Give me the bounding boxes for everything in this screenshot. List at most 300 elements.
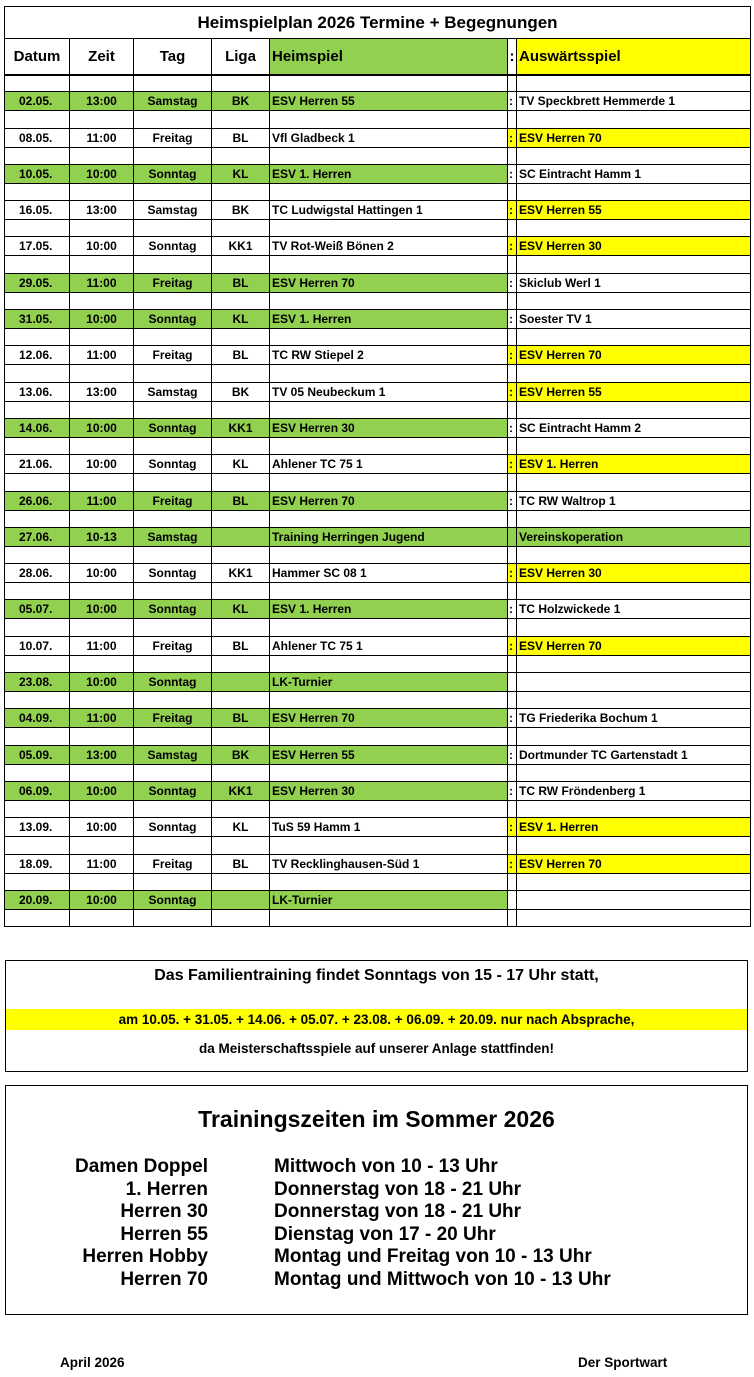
row-league: BL bbox=[212, 491, 270, 510]
spacer-row bbox=[5, 583, 751, 600]
header-tag: Tag bbox=[134, 39, 212, 75]
header-colon: : bbox=[508, 39, 517, 75]
row-home: TC RW Stiepel 2 bbox=[270, 346, 508, 365]
header-liga: Liga bbox=[212, 39, 270, 75]
training-title: Trainingszeiten im Sommer 2026 bbox=[198, 1106, 555, 1132]
row-time: 10:00 bbox=[70, 164, 134, 183]
row-home: Training Herringen Jugend bbox=[270, 527, 508, 546]
spacer-cell bbox=[134, 909, 212, 926]
training-time: Donnerstag von 18 - 21 Uhr bbox=[274, 1201, 522, 1223]
spacer-cell bbox=[134, 220, 212, 237]
spacer-cell bbox=[134, 256, 212, 273]
table-row bbox=[5, 491, 751, 510]
spacer-row bbox=[5, 728, 751, 745]
row-away: ESV Herren 55 bbox=[517, 382, 751, 401]
spacer-cell bbox=[134, 546, 212, 563]
row-league: BL bbox=[212, 346, 270, 365]
spacer-cell bbox=[517, 75, 751, 92]
row-away: ESV Herren 55 bbox=[517, 201, 751, 220]
spacer-cell bbox=[134, 692, 212, 709]
spacer-cell bbox=[270, 183, 508, 200]
row-date: 28.06. bbox=[5, 564, 70, 583]
spacer-cell bbox=[70, 546, 134, 563]
spacer-cell bbox=[5, 401, 70, 418]
spacer-cell bbox=[212, 474, 270, 491]
row-colon bbox=[508, 890, 517, 909]
row-away: TC Holzwickede 1 bbox=[517, 600, 751, 619]
spacer-cell bbox=[517, 437, 751, 454]
spacer-cell bbox=[517, 909, 751, 926]
schedule-table bbox=[4, 6, 751, 927]
header-auswaertsspiel: Auswärtsspiel bbox=[517, 39, 751, 75]
spacer-row bbox=[5, 800, 751, 817]
row-away bbox=[517, 890, 751, 909]
table-row bbox=[5, 418, 751, 437]
spacer-cell bbox=[5, 474, 70, 491]
training-time: Donnerstag von 18 - 21 Uhr bbox=[274, 1178, 522, 1200]
row-colon: : bbox=[508, 491, 517, 510]
spacer-cell bbox=[5, 728, 70, 745]
spacer-cell bbox=[270, 220, 508, 237]
spacer-cell bbox=[70, 256, 134, 273]
row-time: 10:00 bbox=[70, 673, 134, 692]
table-row bbox=[5, 709, 751, 728]
spacer-cell bbox=[270, 147, 508, 164]
row-date: 02.05. bbox=[5, 92, 70, 111]
row-date: 17.05. bbox=[5, 237, 70, 256]
row-time: 11:00 bbox=[70, 273, 134, 292]
spacer-cell bbox=[5, 655, 70, 672]
spacer-cell bbox=[5, 75, 70, 92]
spacer-cell bbox=[508, 909, 517, 926]
spacer-cell bbox=[517, 256, 751, 273]
spacer-cell bbox=[70, 692, 134, 709]
row-away: ESV Herren 70 bbox=[517, 636, 751, 655]
row-date: 16.05. bbox=[5, 201, 70, 220]
row-league: KL bbox=[212, 818, 270, 837]
row-date: 05.07. bbox=[5, 600, 70, 619]
spacer-cell bbox=[270, 256, 508, 273]
spacer-cell bbox=[5, 692, 70, 709]
spacer-cell bbox=[508, 510, 517, 527]
row-home: TV Rot-Weiß Bönen 2 bbox=[270, 237, 508, 256]
spacer-cell bbox=[212, 437, 270, 454]
row-league: KK1 bbox=[212, 564, 270, 583]
row-time: 11:00 bbox=[70, 491, 134, 510]
row-colon: : bbox=[508, 92, 517, 111]
spacer-cell bbox=[5, 837, 70, 854]
row-home: ESV 1. Herren bbox=[270, 310, 508, 329]
row-league: BL bbox=[212, 636, 270, 655]
row-away: ESV Herren 30 bbox=[517, 564, 751, 583]
spacer-cell bbox=[70, 75, 134, 92]
spacer-cell bbox=[270, 583, 508, 600]
row-away: TG Friederika Bochum 1 bbox=[517, 709, 751, 728]
row-home: ESV Herren 70 bbox=[270, 709, 508, 728]
table-row bbox=[5, 382, 751, 401]
spacer-cell bbox=[517, 292, 751, 309]
spacer-cell bbox=[508, 655, 517, 672]
spacer-cell bbox=[5, 365, 70, 382]
row-league: BL bbox=[212, 128, 270, 147]
row-day: Sonntag bbox=[134, 673, 212, 692]
row-colon: : bbox=[508, 128, 517, 147]
table-row bbox=[5, 527, 751, 546]
spacer-cell bbox=[212, 365, 270, 382]
row-away: Soester TV 1 bbox=[517, 310, 751, 329]
row-day: Freitag bbox=[134, 128, 212, 147]
spacer-cell bbox=[134, 764, 212, 781]
table-row bbox=[5, 237, 751, 256]
spacer-cell bbox=[212, 111, 270, 128]
row-time: 13:00 bbox=[70, 92, 134, 111]
spacer-cell bbox=[517, 583, 751, 600]
spacer-row bbox=[5, 437, 751, 454]
row-colon: : bbox=[508, 636, 517, 655]
row-time: 13:00 bbox=[70, 382, 134, 401]
row-league bbox=[212, 673, 270, 692]
row-date: 23.08. bbox=[5, 673, 70, 692]
spacer-row bbox=[5, 365, 751, 382]
row-date: 05.09. bbox=[5, 745, 70, 764]
table-row bbox=[5, 92, 751, 111]
page-title: Heimspielplan 2026 Termine + Begegnungen bbox=[5, 7, 751, 39]
row-colon bbox=[508, 673, 517, 692]
table-row bbox=[5, 818, 751, 837]
row-day: Samstag bbox=[134, 92, 212, 111]
spacer-cell bbox=[517, 728, 751, 745]
header-datum: Datum bbox=[5, 39, 70, 75]
row-colon: : bbox=[508, 164, 517, 183]
spacer-cell bbox=[70, 183, 134, 200]
row-home: ESV 1. Herren bbox=[270, 600, 508, 619]
row-away: ESV Herren 70 bbox=[517, 854, 751, 873]
table-row bbox=[5, 781, 751, 800]
row-day: Freitag bbox=[134, 709, 212, 728]
table-row bbox=[5, 636, 751, 655]
spacer-cell bbox=[5, 909, 70, 926]
row-home: Hammer SC 08 1 bbox=[270, 564, 508, 583]
spacer-cell bbox=[5, 292, 70, 309]
spacer-row bbox=[5, 873, 751, 890]
training-time: Mittwoch von 10 - 13 Uhr bbox=[274, 1156, 498, 1177]
spacer-row bbox=[5, 764, 751, 781]
spacer-cell bbox=[212, 909, 270, 926]
spacer-cell bbox=[270, 437, 508, 454]
spacer-cell bbox=[517, 800, 751, 817]
row-league: KK1 bbox=[212, 418, 270, 437]
row-home: ESV Herren 30 bbox=[270, 418, 508, 437]
spacer-cell bbox=[508, 692, 517, 709]
spacer-cell bbox=[508, 837, 517, 854]
row-time: 11:00 bbox=[70, 346, 134, 365]
row-day: Freitag bbox=[134, 273, 212, 292]
spacer-cell bbox=[212, 764, 270, 781]
training-team: Herren Hobby bbox=[82, 1246, 208, 1268]
row-day: Sonntag bbox=[134, 310, 212, 329]
row-away: SC Eintracht Hamm 1 bbox=[517, 164, 751, 183]
spacer-cell bbox=[70, 292, 134, 309]
row-date: 04.09. bbox=[5, 709, 70, 728]
table-row bbox=[5, 890, 751, 909]
row-colon: : bbox=[508, 455, 517, 474]
row-time: 10-13 bbox=[70, 527, 134, 546]
row-home: Ahlener TC 75 1 bbox=[270, 455, 508, 474]
spacer-cell bbox=[70, 401, 134, 418]
spacer-cell bbox=[5, 183, 70, 200]
row-league: BK bbox=[212, 745, 270, 764]
spacer-cell bbox=[517, 510, 751, 527]
row-time: 11:00 bbox=[70, 854, 134, 873]
table-row bbox=[5, 854, 751, 873]
spacer-cell bbox=[508, 220, 517, 237]
row-time: 11:00 bbox=[70, 636, 134, 655]
row-league: BL bbox=[212, 854, 270, 873]
row-home: Ahlener TC 75 1 bbox=[270, 636, 508, 655]
spacer-row bbox=[5, 220, 751, 237]
row-time: 11:00 bbox=[70, 709, 134, 728]
row-colon: : bbox=[508, 709, 517, 728]
spacer-cell bbox=[134, 292, 212, 309]
spacer-cell bbox=[70, 220, 134, 237]
training-time: Montag und Mittwoch von 10 - 13 Uhr bbox=[274, 1269, 611, 1290]
training-times-box bbox=[5, 1085, 748, 1315]
row-colon: : bbox=[508, 781, 517, 800]
row-date: 29.05. bbox=[5, 273, 70, 292]
row-away: TC RW Waltrop 1 bbox=[517, 491, 751, 510]
table-row bbox=[5, 455, 751, 474]
row-colon: : bbox=[508, 418, 517, 437]
footer-signature: Der Sportwart bbox=[578, 1355, 668, 1370]
title-row bbox=[5, 7, 751, 39]
spacer-cell bbox=[212, 728, 270, 745]
spacer-cell bbox=[70, 365, 134, 382]
spacer-cell bbox=[270, 873, 508, 890]
row-time: 10:00 bbox=[70, 310, 134, 329]
family-training-box bbox=[5, 960, 748, 1072]
table-row bbox=[5, 346, 751, 365]
spacer-cell bbox=[508, 147, 517, 164]
spacer-cell bbox=[134, 800, 212, 817]
table-row bbox=[5, 310, 751, 329]
spacer-cell bbox=[70, 655, 134, 672]
row-colon: : bbox=[508, 201, 517, 220]
spacer-row bbox=[5, 655, 751, 672]
row-time: 10:00 bbox=[70, 455, 134, 474]
training-team: 1. Herren bbox=[125, 1178, 208, 1200]
row-day: Samstag bbox=[134, 201, 212, 220]
spacer-cell bbox=[5, 111, 70, 128]
spacer-cell bbox=[212, 546, 270, 563]
spacer-cell bbox=[270, 292, 508, 309]
spacer-cell bbox=[70, 147, 134, 164]
spacer-cell bbox=[517, 147, 751, 164]
training-team: Damen Doppel bbox=[74, 1156, 208, 1177]
row-day: Sonntag bbox=[134, 600, 212, 619]
spacer-cell bbox=[70, 764, 134, 781]
row-date: 27.06. bbox=[5, 527, 70, 546]
row-home: ESV 1. Herren bbox=[270, 164, 508, 183]
row-away: SC Eintracht Hamm 2 bbox=[517, 418, 751, 437]
spacer-cell bbox=[517, 619, 751, 636]
spacer-cell bbox=[270, 800, 508, 817]
spacer-cell bbox=[212, 75, 270, 92]
row-colon: : bbox=[508, 745, 517, 764]
spacer-cell bbox=[508, 183, 517, 200]
spacer-cell bbox=[517, 655, 751, 672]
footer-date: April 2026 bbox=[60, 1355, 125, 1370]
table-row bbox=[5, 564, 751, 583]
spacer-cell bbox=[134, 401, 212, 418]
row-away: Skiclub Werl 1 bbox=[517, 273, 751, 292]
row-home: TV Recklinghausen-Süd 1 bbox=[270, 854, 508, 873]
row-away bbox=[517, 673, 751, 692]
row-date: 10.05. bbox=[5, 164, 70, 183]
row-league: BK bbox=[212, 201, 270, 220]
spacer-cell bbox=[270, 837, 508, 854]
row-day: Samstag bbox=[134, 527, 212, 546]
row-date: 18.09. bbox=[5, 854, 70, 873]
row-league: KK1 bbox=[212, 237, 270, 256]
spacer-cell bbox=[70, 437, 134, 454]
spacer-row bbox=[5, 510, 751, 527]
row-home: LK-Turnier bbox=[270, 890, 508, 909]
row-date: 13.06. bbox=[5, 382, 70, 401]
spacer-cell bbox=[508, 728, 517, 745]
row-colon: : bbox=[508, 854, 517, 873]
spacer-cell bbox=[5, 546, 70, 563]
header-heimspiel: Heimspiel bbox=[270, 39, 508, 75]
spacer-row bbox=[5, 692, 751, 709]
training-time: Montag und Freitag von 10 - 13 Uhr bbox=[274, 1246, 592, 1268]
spacer-cell bbox=[508, 329, 517, 346]
row-day: Sonntag bbox=[134, 564, 212, 583]
spacer-cell bbox=[212, 873, 270, 890]
spacer-cell bbox=[270, 75, 508, 92]
spacer-cell bbox=[212, 256, 270, 273]
spacer-cell bbox=[134, 619, 212, 636]
spacer-row bbox=[5, 147, 751, 164]
row-day: Samstag bbox=[134, 745, 212, 764]
row-colon: : bbox=[508, 818, 517, 837]
row-time: 10:00 bbox=[70, 818, 134, 837]
row-away: ESV Herren 30 bbox=[517, 237, 751, 256]
spacer-cell bbox=[134, 873, 212, 890]
spacer-cell bbox=[508, 256, 517, 273]
row-date: 26.06. bbox=[5, 491, 70, 510]
training-team: Herren 30 bbox=[120, 1201, 208, 1223]
row-home: ESV Herren 70 bbox=[270, 491, 508, 510]
spacer-cell bbox=[517, 692, 751, 709]
row-time: 13:00 bbox=[70, 201, 134, 220]
spacer-cell bbox=[270, 510, 508, 527]
row-home: ESV Herren 30 bbox=[270, 781, 508, 800]
spacer-row bbox=[5, 909, 751, 926]
spacer-cell bbox=[5, 510, 70, 527]
spacer-cell bbox=[508, 583, 517, 600]
spacer-cell bbox=[517, 873, 751, 890]
spacer-cell bbox=[270, 546, 508, 563]
spacer-row bbox=[5, 619, 751, 636]
row-day: Sonntag bbox=[134, 818, 212, 837]
row-colon bbox=[508, 527, 517, 546]
spacer-cell bbox=[5, 147, 70, 164]
spacer-cell bbox=[134, 329, 212, 346]
row-league bbox=[212, 527, 270, 546]
row-date: 13.09. bbox=[5, 818, 70, 837]
spacer-cell bbox=[212, 800, 270, 817]
row-league: KL bbox=[212, 600, 270, 619]
row-league: KK1 bbox=[212, 781, 270, 800]
spacer-cell bbox=[517, 764, 751, 781]
spacer-cell bbox=[212, 655, 270, 672]
row-day: Sonntag bbox=[134, 890, 212, 909]
spacer-cell bbox=[5, 619, 70, 636]
family-training-dates: am 10.05. + 31.05. + 14.06. + 05.07. + 23.08. + 06.09. + 20.09. nur nach Absprache, bbox=[6, 1009, 747, 1030]
spacer-cell bbox=[270, 329, 508, 346]
spacer-row bbox=[5, 292, 751, 309]
spacer-cell bbox=[212, 292, 270, 309]
row-day: Sonntag bbox=[134, 237, 212, 256]
spacer-cell bbox=[212, 583, 270, 600]
row-day: Freitag bbox=[134, 854, 212, 873]
spacer-row bbox=[5, 401, 751, 418]
spacer-cell bbox=[270, 365, 508, 382]
row-away: ESV 1. Herren bbox=[517, 818, 751, 837]
row-day: Freitag bbox=[134, 346, 212, 365]
row-day: Sonntag bbox=[134, 781, 212, 800]
spacer-cell bbox=[134, 728, 212, 745]
row-colon: : bbox=[508, 564, 517, 583]
spacer-cell bbox=[212, 329, 270, 346]
row-home: TV 05 Neubeckum 1 bbox=[270, 382, 508, 401]
spacer-cell bbox=[5, 329, 70, 346]
row-league: BK bbox=[212, 92, 270, 111]
row-date: 10.07. bbox=[5, 636, 70, 655]
header-zeit: Zeit bbox=[70, 39, 134, 75]
spacer-cell bbox=[212, 692, 270, 709]
spacer-cell bbox=[70, 909, 134, 926]
row-colon: : bbox=[508, 237, 517, 256]
row-date: 08.05. bbox=[5, 128, 70, 147]
spacer-cell bbox=[5, 220, 70, 237]
row-home: ESV Herren 55 bbox=[270, 745, 508, 764]
row-time: 10:00 bbox=[70, 600, 134, 619]
row-league: KL bbox=[212, 310, 270, 329]
spacer-cell bbox=[5, 873, 70, 890]
spacer-cell bbox=[134, 583, 212, 600]
spacer-cell bbox=[517, 111, 751, 128]
spacer-cell bbox=[517, 401, 751, 418]
row-league: BK bbox=[212, 382, 270, 401]
spacer-cell bbox=[508, 619, 517, 636]
row-time: 10:00 bbox=[70, 418, 134, 437]
row-date: 06.09. bbox=[5, 781, 70, 800]
spacer-cell bbox=[517, 183, 751, 200]
spacer-cell bbox=[270, 474, 508, 491]
spacer-cell bbox=[270, 401, 508, 418]
spacer-row bbox=[5, 546, 751, 563]
row-day: Freitag bbox=[134, 636, 212, 655]
row-colon: : bbox=[508, 273, 517, 292]
spacer-cell bbox=[508, 75, 517, 92]
spacer-cell bbox=[212, 837, 270, 854]
spacer-cell bbox=[212, 183, 270, 200]
row-time: 13:00 bbox=[70, 745, 134, 764]
spacer-cell bbox=[508, 873, 517, 890]
spacer-row bbox=[5, 111, 751, 128]
row-home: ESV Herren 70 bbox=[270, 273, 508, 292]
